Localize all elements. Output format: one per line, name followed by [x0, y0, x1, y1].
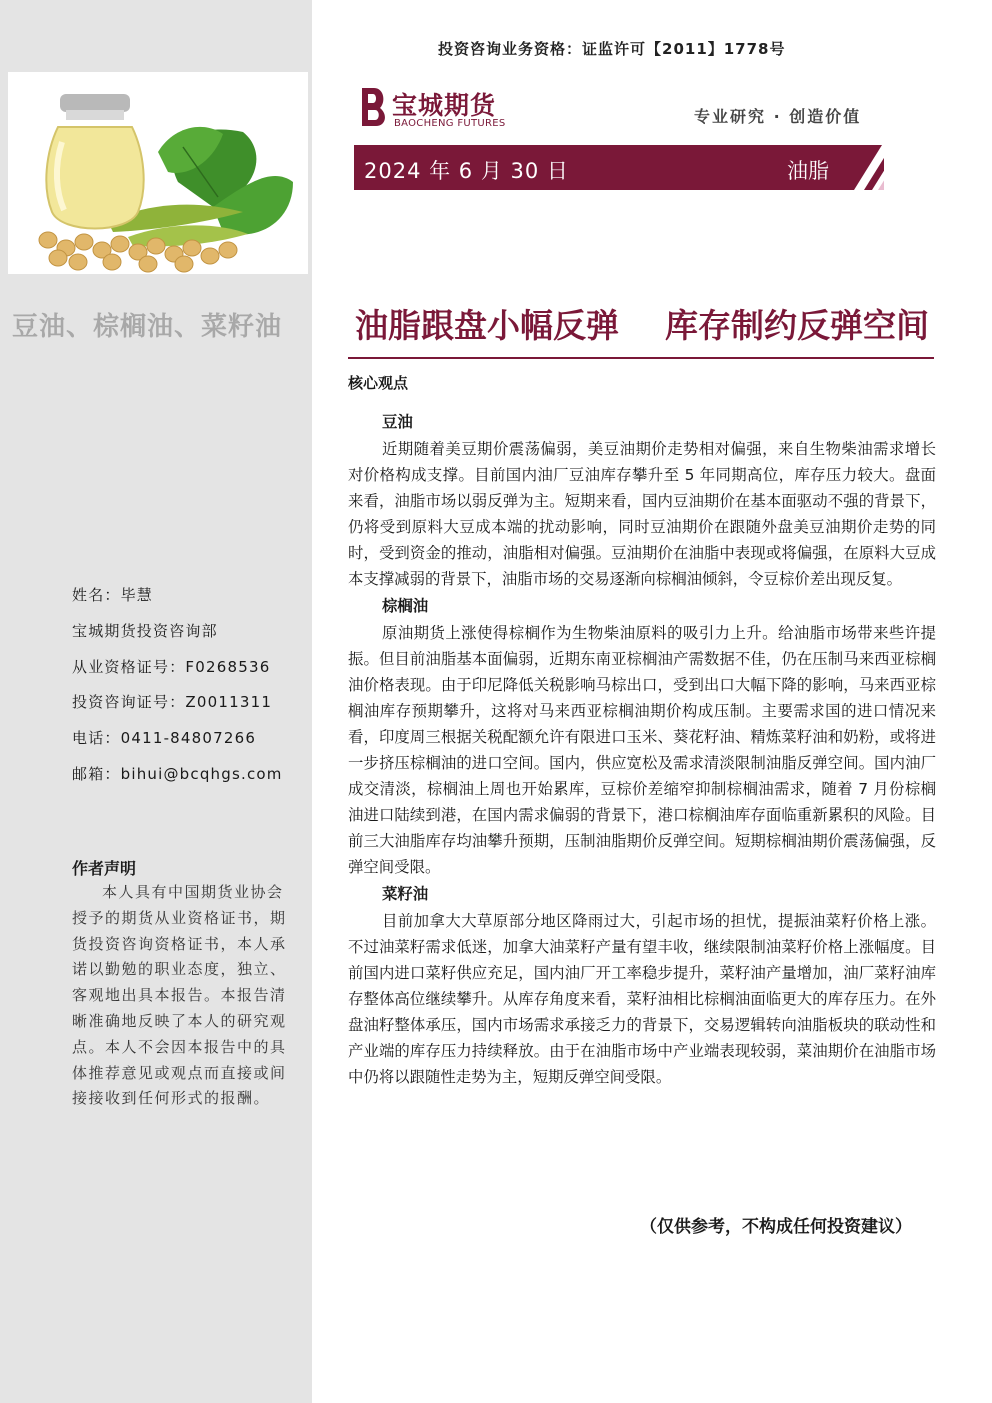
section-body-palm-oil: 原油期货上涨使得棕榈作为生物柴油原料的吸引力上升。给油脂市场带来些许提振。但目前油脂基本面偏弱，近期东南亚棕榈油产需数据不佳，仍在压制马来西亚棕榈油价格表现。由于印尼降低关税影响马棕出口，受到出口大幅下降的影响，马来西亚棕榈油库存预期攀升，这将对马来西亚棕榈油期价构成压制。主要需求国的进口情况来看，印度周三根据关税配额允许有限进口玉米、葵花籽油、精炼菜籽油和奶粉，或将进一步挤压棕榈油的进口空间。国内，供应宽松及需求清淡限制油脂反弹空间。国内油厂成交清淡，棕榈油上周也开始累库，豆棕价差缩窄抑制棕榈油需求，随着 7 月份棕榈油进口陆续到港，在国内需求偏弱的背景下，港口棕榈油库存面临重新累积的风险。目前三大油脂库存均油攀升预期，压制油脂期价反弹空间。短期棕榈油期价震荡偏强，反弹空间受限。: [348, 624, 936, 876]
section-heading-palm-oil: 棕榈油: [382, 597, 429, 615]
soybean-oil-image: [8, 72, 308, 274]
slogan: 专业研究 · 创造价值: [694, 107, 862, 126]
section-body-soybean-oil: 近期随着美豆期价震荡偏弱，美豆油期价走势相对偏强，来自生物柴油需求增长对价格构成支撑。目前国内油厂豆油库存攀升至 5 年同期高位，库存压力较大。盘面来看，油脂市场以弱反弹为主。短期来看，国内豆油期价在基本面驱动不强的背景下，仍将受到原料大豆成本端的扰动影响，同时豆油期价在跟随外盘美豆油期价走势的同时，受到资金的推动，油脂相对偏强。豆油期价在油脂中表现或将偏强，在原料大豆成本支撑减弱的背景下，油脂市场的交易逐渐向棕榈油倾斜，令豆棕价差出现反复。: [348, 440, 936, 588]
analyst-name: 姓名：毕慧: [72, 586, 154, 604]
disclaimer: （仅供参考，不构成任何投资建议）: [640, 1217, 912, 1237]
report-category: 油脂: [787, 159, 829, 183]
section-heading-rapeseed-oil: 菜籽油: [382, 885, 429, 903]
product-list-title: 豆油、棕榈油、菜籽油: [12, 312, 283, 342]
report-content: [348, 408, 936, 1090]
brand-logo: [356, 84, 536, 132]
author-statement-body: 本人具有中国期货业协会授予的期货从业资格证书，期货投资咨询资格证书，本人承诺以勤勉的职业态度，独立、客观地出具本报告。本报告清晰准确地反映了本人的研究观点。本人不会因本报告中的具体推荐意见或观点而直接或间接接收到任何形式的报酬。: [72, 883, 287, 1108]
qualification-number: 从业资格证号：F0268536: [72, 657, 271, 676]
report-title: 油脂跟盘小幅反弹 库存制约反弹空间: [355, 306, 929, 345]
title-divider: [348, 357, 934, 359]
consulting-number: 投资咨询证号：Z0011311: [72, 693, 273, 712]
report-date: 2024 年 6 月 30 日: [364, 159, 569, 183]
email: 邮箱：bihui@bcqhgs.com: [72, 764, 283, 783]
author-statement-title: 作者声明: [72, 859, 137, 878]
brand-name-en: BAOCHENG FUTURES: [394, 118, 506, 129]
section-heading-soybean-oil: 豆油: [382, 413, 413, 431]
core-view-label: 核心观点: [348, 374, 409, 392]
analyst-department: 宝城期货投资咨询部: [72, 621, 218, 640]
license-line: 投资咨询业务资格：证监许可【2011】1778号: [438, 40, 786, 58]
sidebar: [0, 0, 312, 1403]
phone: 电话：0411-84807266: [72, 729, 257, 748]
brand-logo-icon: [356, 84, 390, 130]
brand-name-cn: 宝城期货: [392, 91, 497, 120]
section-body-rapeseed-oil: 目前加拿大大草原部分地区降雨过大，引起市场的担忧，提振油菜籽价格上涨。不过油菜籽需求低迷，加拿大油菜籽产量有望丰收，继续限制油菜籽价格上涨幅度。目前国内进口菜籽供应充足，国内油厂开工率稳步提升，菜籽油产量增加，油厂菜籽油库存整体高位继续攀升。从库存角度来看，菜籽油相比棕榈油面临更大的库存压力。在外盘油籽整体承压，国内市场需求承接乏力的背景下，交易逻辑转向油脂板块的联动性和产业端的库存压力持续释放。由于在油脂市场中产业端表现较弱，菜油期价在油脂市场中仍将以跟随性走势为主，短期反弹空间受限。: [348, 912, 936, 1086]
analyst-contact: [72, 585, 308, 800]
